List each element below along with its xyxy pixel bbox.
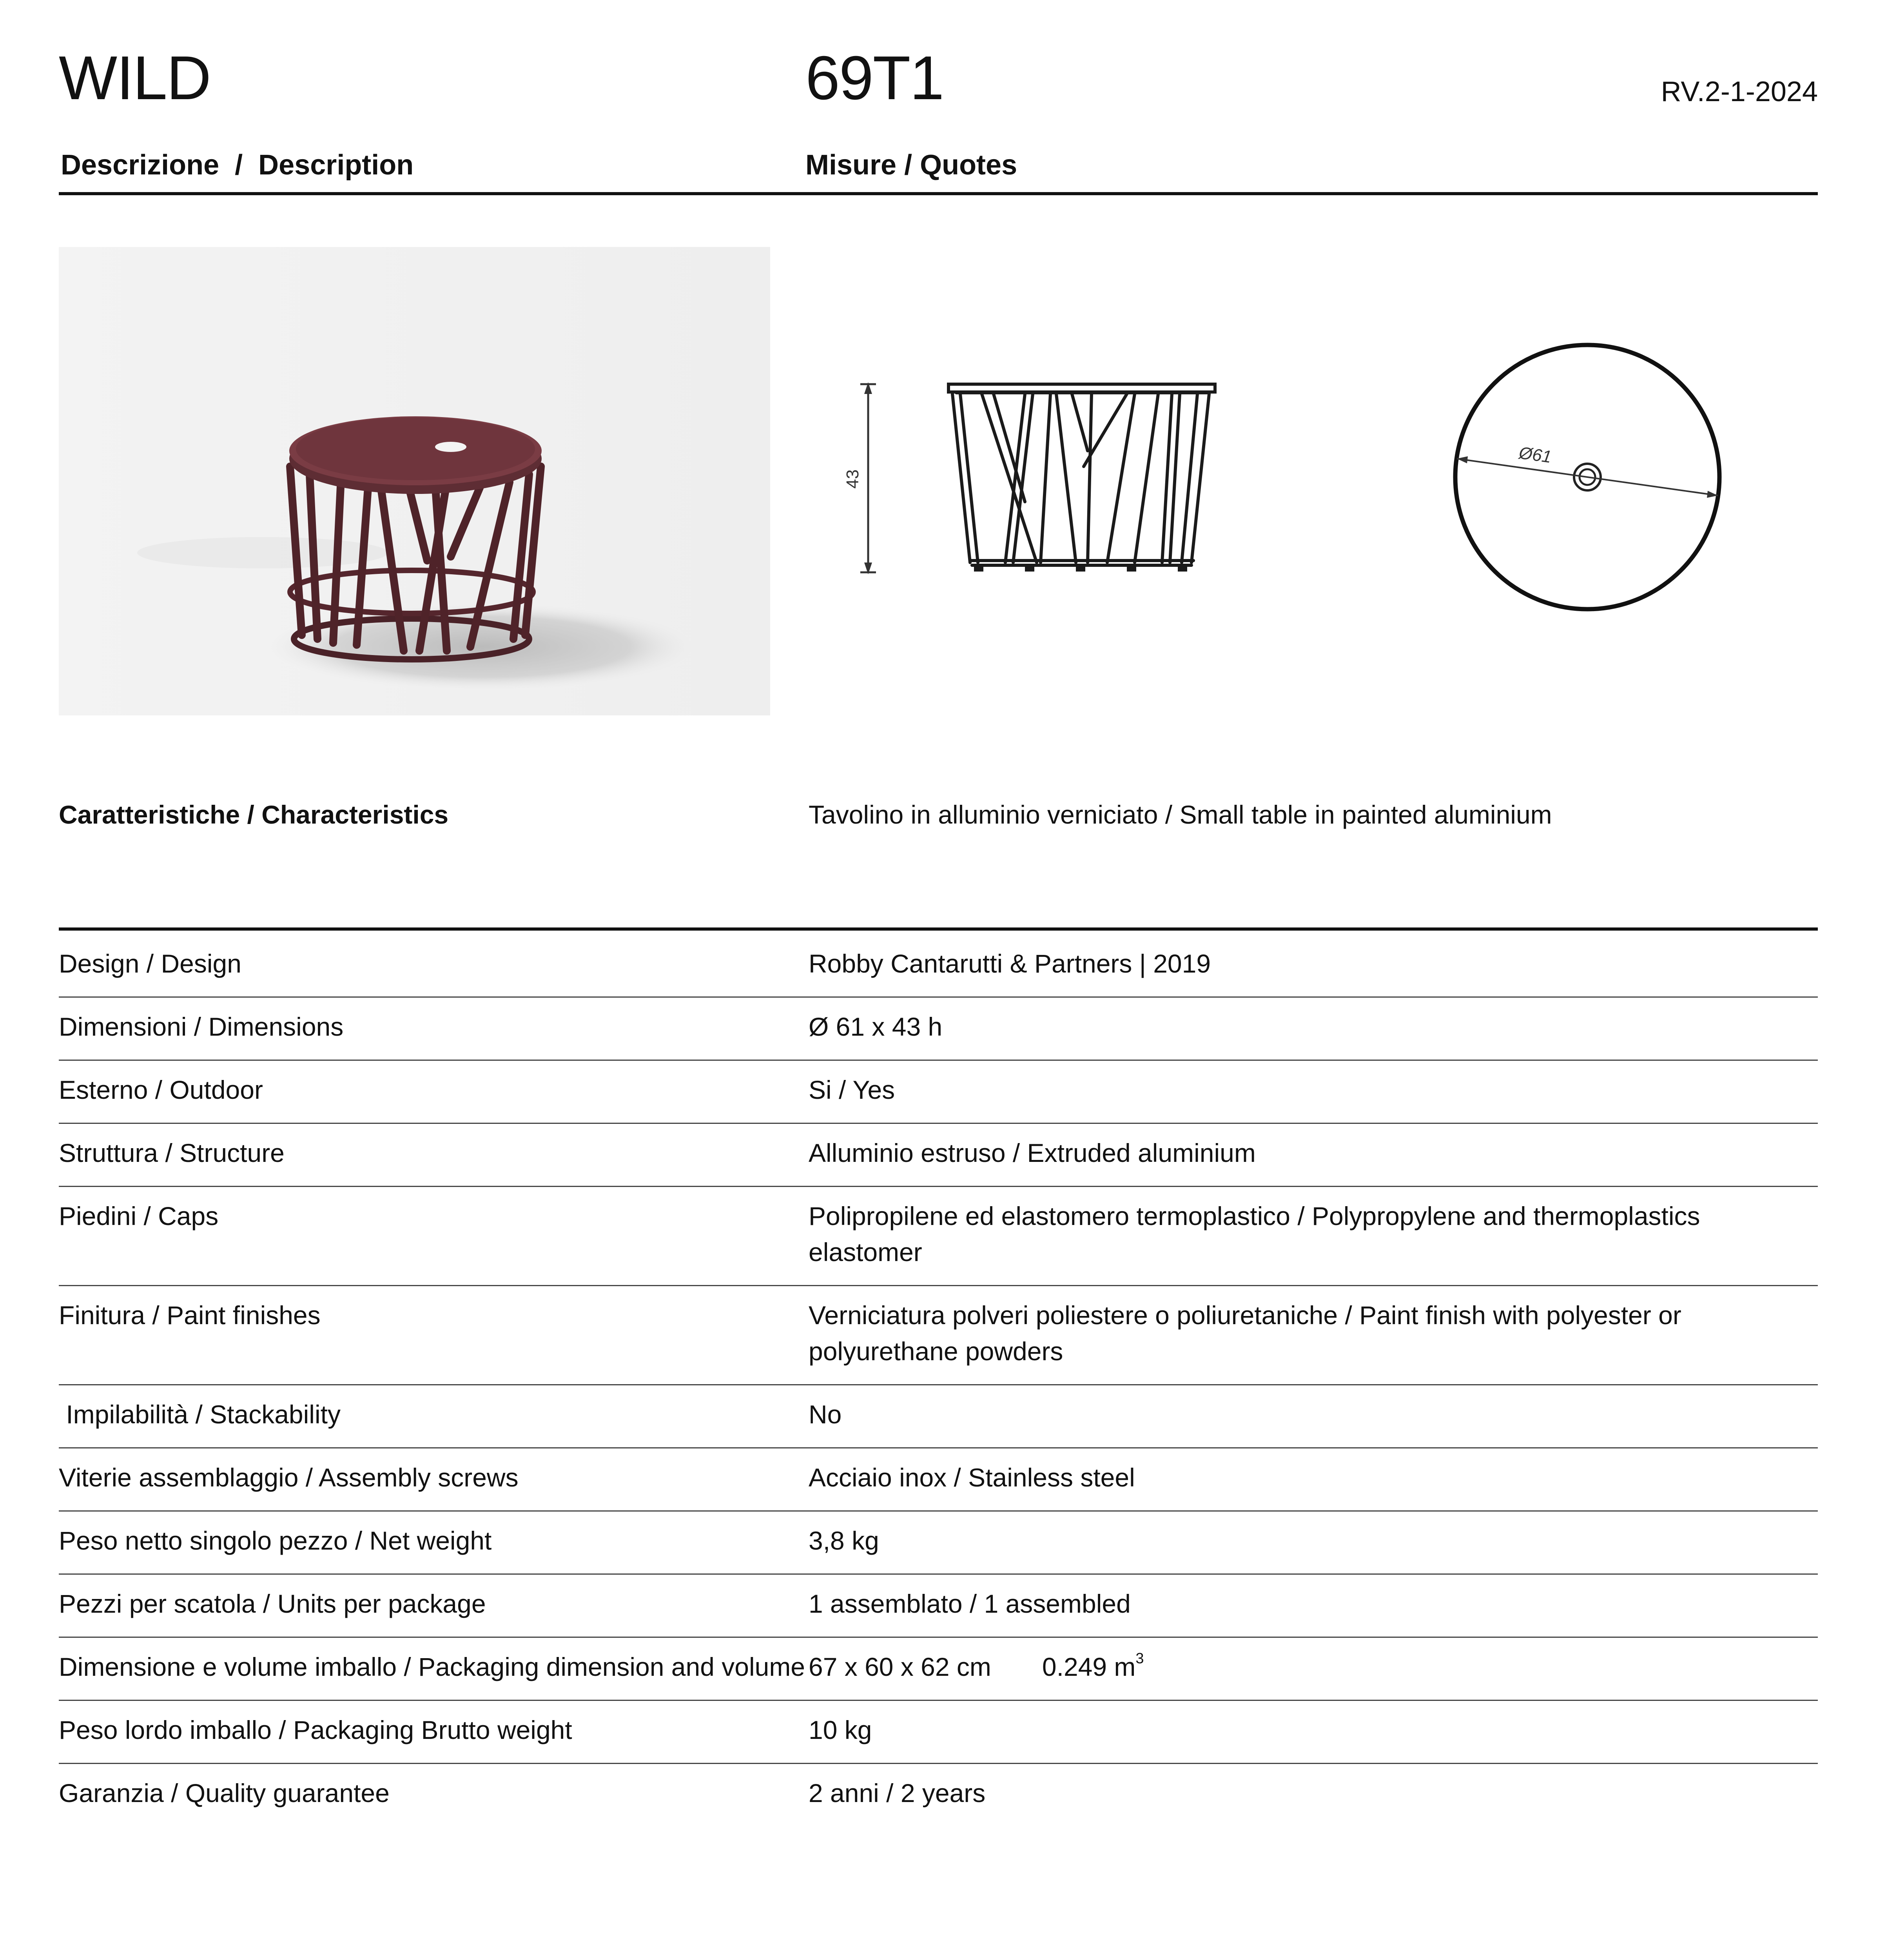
spec-label: Finitura / Paint finishes	[59, 1286, 809, 1385]
spec-value: Verniciatura polveri poliestere o poliuretaniche / Paint finish with polyester or polyurethane powders	[809, 1286, 1818, 1385]
spec-row-dimensions	[59, 997, 1818, 1060]
measures-section-title: Misure / Quotes	[805, 149, 1017, 181]
product-photo	[59, 247, 770, 715]
spec-row-guarantee	[59, 1764, 1818, 1826]
spec-label: Struttura / Structure	[59, 1123, 809, 1187]
spec-value: Ø 61 x 43 h	[809, 997, 1818, 1060]
spec-row-packaging-dimension	[59, 1637, 1818, 1700]
revision-label: RV.2-1-2024	[1661, 76, 1818, 107]
spec-value: Polipropilene ed elastomero termoplastico / Polypropylene and thermoplastics elastomer	[809, 1187, 1818, 1286]
spec-label: Design / Design	[59, 935, 809, 997]
spec-row-brutto-weight	[59, 1700, 1818, 1764]
spec-label: Esterno / Outdoor	[59, 1060, 809, 1123]
diameter-dimension-label: Ø61	[1518, 443, 1553, 467]
product-name: WILD	[59, 44, 210, 113]
spec-label: Dimensione e volume imballo / Packaging dimension and volume	[59, 1637, 809, 1700]
description-section-title: Descrizione / Description	[61, 149, 414, 181]
volume-exponent: 3	[1135, 1650, 1144, 1667]
spec-label: Impilabilità / Stackability	[59, 1385, 809, 1448]
spec-value: Acciaio inox / Stainless steel	[809, 1448, 1818, 1511]
spec-value: 10 kg	[809, 1700, 1818, 1764]
spec-value: 2 anni / 2 years	[809, 1779, 986, 1808]
specs-divider	[59, 927, 1818, 931]
technical-drawing-svg	[805, 247, 1818, 715]
spec-label: Dimensioni / Dimensions	[59, 997, 809, 1060]
product-code: 69T1	[805, 44, 944, 113]
spec-value: Robby Cantarutti & Partners | 2019	[809, 935, 1818, 997]
spec-row-stackability	[59, 1385, 1818, 1448]
packaging-dimension-value: 67 x 60 x 62 cm	[809, 1652, 991, 1681]
characteristics-value: Tavolino in alluminio verniciato / Small table in painted aluminium	[809, 800, 1552, 829]
spec-label: Piedini / Caps	[59, 1187, 809, 1286]
spec-value: 1 assemblato / 1 assembled	[809, 1574, 1818, 1637]
spec-value: Si / Yes	[809, 1060, 1818, 1123]
technical-drawing	[805, 247, 1818, 715]
spec-row-units-per-package	[59, 1574, 1818, 1637]
spec-value-group	[809, 1637, 1818, 1700]
spec-value: No	[809, 1385, 1818, 1448]
spec-row-structure	[59, 1123, 1818, 1187]
spec-label: Peso netto singolo pezzo / Net weight	[59, 1511, 809, 1574]
spec-label: Pezzi per scatola / Units per package	[59, 1574, 809, 1637]
product-photo-illustration	[59, 247, 770, 715]
spec-row-assembly-screws	[59, 1448, 1818, 1511]
height-dimension-label: 43	[843, 469, 862, 489]
spec-label: Peso lordo imballo / Packaging Brutto weight	[59, 1700, 809, 1764]
spec-value: Alluminio estruso / Extruded aluminium	[809, 1123, 1818, 1187]
header-divider	[59, 192, 1818, 195]
spec-label: Garanzia / Quality guarantee	[59, 1779, 390, 1808]
spec-row-caps	[59, 1187, 1818, 1286]
packaging-volume-value: 0.249 m	[1042, 1652, 1136, 1681]
spec-value: 3,8 kg	[809, 1511, 1818, 1574]
specs-table	[59, 935, 1818, 1826]
characteristics-label: Caratteristiche / Characteristics	[59, 800, 449, 829]
spec-row-design	[59, 935, 1818, 997]
spec-label: Viterie assemblaggio / Assembly screws	[59, 1448, 809, 1511]
spec-row-net-weight	[59, 1511, 1818, 1574]
spec-row-paint-finishes	[59, 1286, 1818, 1385]
spec-row-outdoor	[59, 1060, 1818, 1123]
